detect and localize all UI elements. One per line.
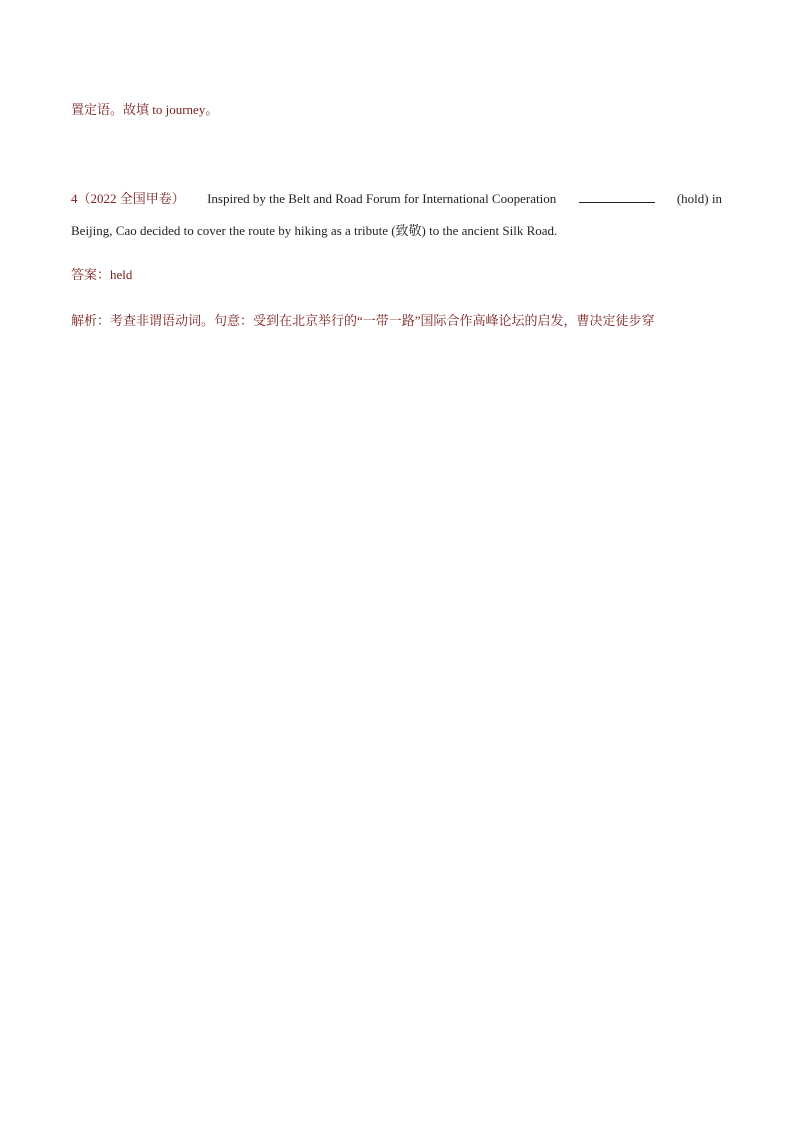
question-source: （2022 全国甲卷） xyxy=(77,191,185,206)
question-header xyxy=(71,190,185,208)
explanation-label: 解析： xyxy=(71,313,111,328)
answer-label: 答案： xyxy=(71,267,111,282)
question-text-before-blank: Inspired by the Belt and Road Forum for International Cooperation xyxy=(207,191,557,206)
explanation-text: 考查非谓语动词。句意：受到在北京举行的“一带一路”国际合作高峰论坛的启发，曹决定徒步穿 xyxy=(110,313,655,328)
question-text-line2: Beijing, Cao decided to cover the route by hiking as a tribute (致敬) to the ancient Silk Road. xyxy=(71,223,558,238)
previous-explanation-text: 置定语。故填 to journey。 xyxy=(71,102,219,117)
question-line-2 xyxy=(71,222,557,240)
previous-explanation-tail xyxy=(71,101,218,119)
answer-line xyxy=(71,266,132,284)
question-number: 4 xyxy=(71,191,78,206)
question-line-1 xyxy=(71,190,722,208)
explanation-line xyxy=(71,312,655,330)
answer-blank xyxy=(579,190,655,203)
question-text-after-blank: (hold) in xyxy=(676,191,722,206)
answer-value: held xyxy=(110,267,133,282)
